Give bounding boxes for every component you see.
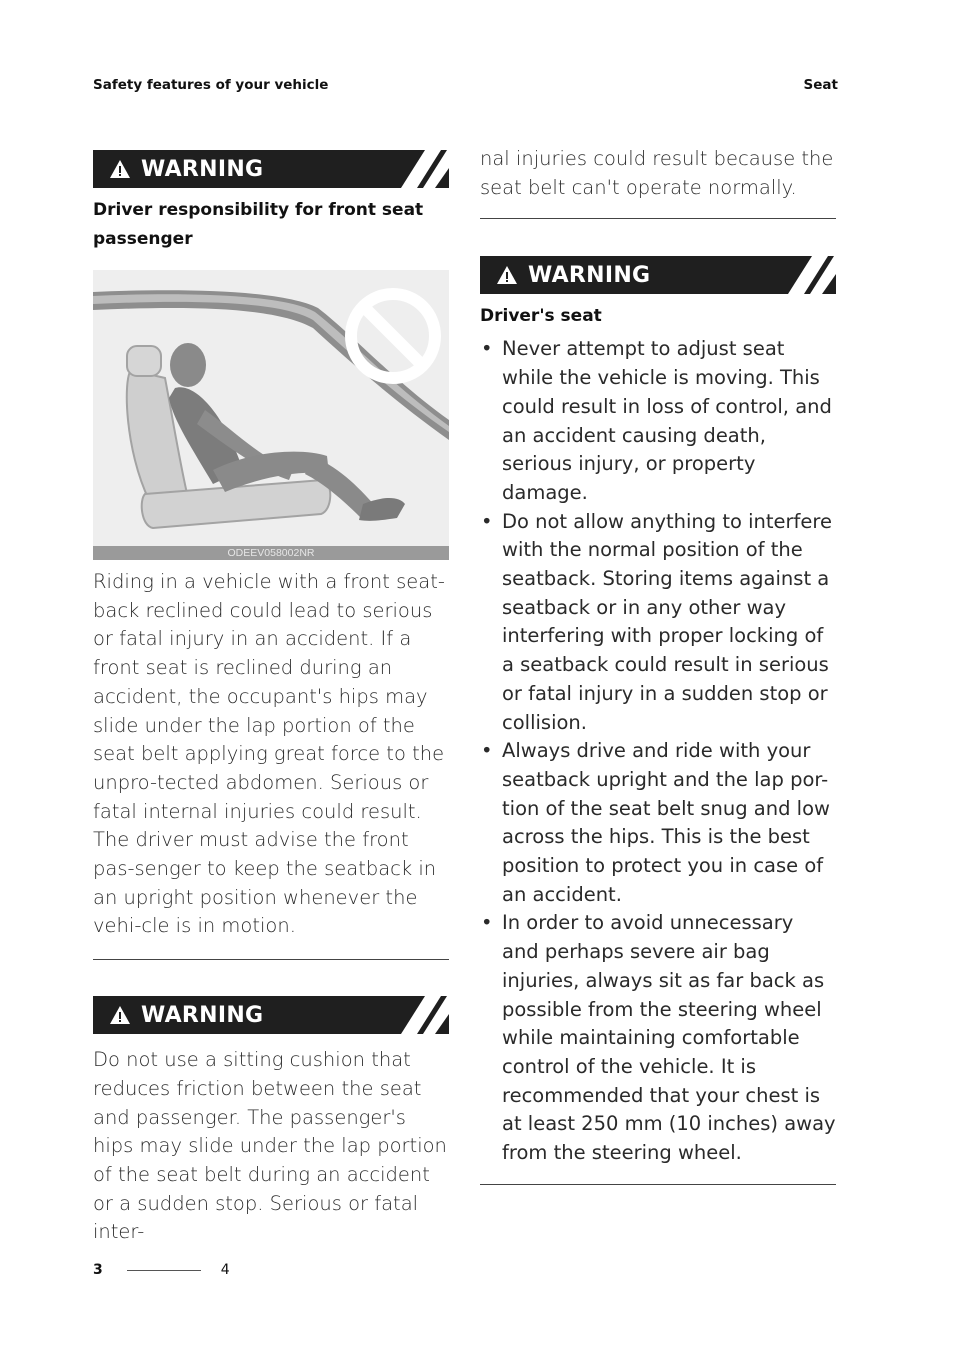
warning-banner-2	[93, 996, 449, 1034]
warning-title: Driver's seat	[480, 306, 602, 327]
warning-title-cont: passenger	[93, 229, 193, 249]
footer-rule	[127, 1270, 201, 1271]
page-number: 4	[220, 1262, 230, 1278]
list-item-text: In order to avoid unnecessary and perhaps severe air bag injuries, always sit as far back as possible from the steering wheel while maintaining comfortable control of the vehicle. It is recommended that your chest is at least 250 mm (10 inches) away from the steering wheel.	[502, 911, 836, 1165]
warning-label: WARNING	[141, 1002, 264, 1028]
warning-triangle-icon	[494, 264, 520, 286]
list-item-text: Do not allow anything to interfere with the normal position of the seatback. Storing items against a seatback or in any other way interfering with proper locking of a seatback could result in serious or fatal injury in a sudden stop or collision.	[502, 509, 833, 734]
list-item	[480, 737, 836, 909]
warning-triangle-icon	[107, 158, 133, 180]
list-item	[480, 909, 836, 1167]
list-item-text: Never attempt to adjust seat while the vehicle is moving. This could result in loss of control, and an accident causing death, serious injury, or property damage.	[502, 337, 832, 504]
divider	[480, 1184, 836, 1185]
reclined-seat-illustration	[93, 270, 449, 560]
running-header-section: Safety features of your vehicle	[93, 77, 329, 93]
warning-stripes	[385, 150, 449, 188]
bullet-list	[480, 335, 836, 1167]
bullet-icon: •	[481, 911, 493, 935]
page-footer	[93, 1262, 230, 1278]
chapter-number: 3	[93, 1262, 103, 1278]
warning-label: WARNING	[528, 262, 651, 288]
warning-triangle-icon	[107, 1004, 133, 1026]
warning-banner	[93, 150, 449, 188]
list-item-text: Always drive and ride with your seatback upright and the lap por-tion of the seat belt snug and low across the hips. This is the best position to protect you in case of an accident.	[502, 739, 830, 906]
warning-label: WARNING	[141, 156, 264, 182]
bullet-icon: •	[481, 509, 493, 533]
continued-text: nal injuries could result because the seat belt can't operate normally.	[480, 147, 834, 199]
warning-body: Riding in a vehicle with a front seat-back reclined could lead to serious or fatal injury in an accident. If a front seat is reclined during an accident, the occupant's hips may slide under the lap portion of the seat belt applying great force to the unpro-tected abdomen. Serious or fatal internal injuries could result. The driver must advise the front pas-senger to keep the seatback in an upright position whenever the vehi-cle is in motion.	[93, 570, 445, 938]
warning-body-2: Do not use a sitting cushion that reduces friction between the seat and passenger. The passenger's hips may slide under the lap portion of the seat belt during an accident or a sudden stop. Serious or fatal inter-	[93, 1048, 447, 1244]
left-column	[93, 150, 449, 1247]
list-item	[480, 508, 836, 738]
right-column	[480, 145, 836, 1185]
warning-stripes	[772, 256, 836, 294]
warning-banner-3	[480, 256, 836, 294]
running-header-topic: Seat	[803, 77, 838, 93]
list-item	[480, 335, 836, 507]
prohibition-sign-icon	[351, 294, 435, 378]
warning-stripes	[385, 996, 449, 1034]
seat-illustration-graphic	[93, 270, 449, 560]
warning-title: Driver responsibility for front seat	[93, 200, 424, 220]
bullet-icon: •	[481, 739, 493, 763]
bullet-icon: •	[481, 337, 493, 361]
image-code: ODEEV058002NR	[93, 546, 449, 560]
